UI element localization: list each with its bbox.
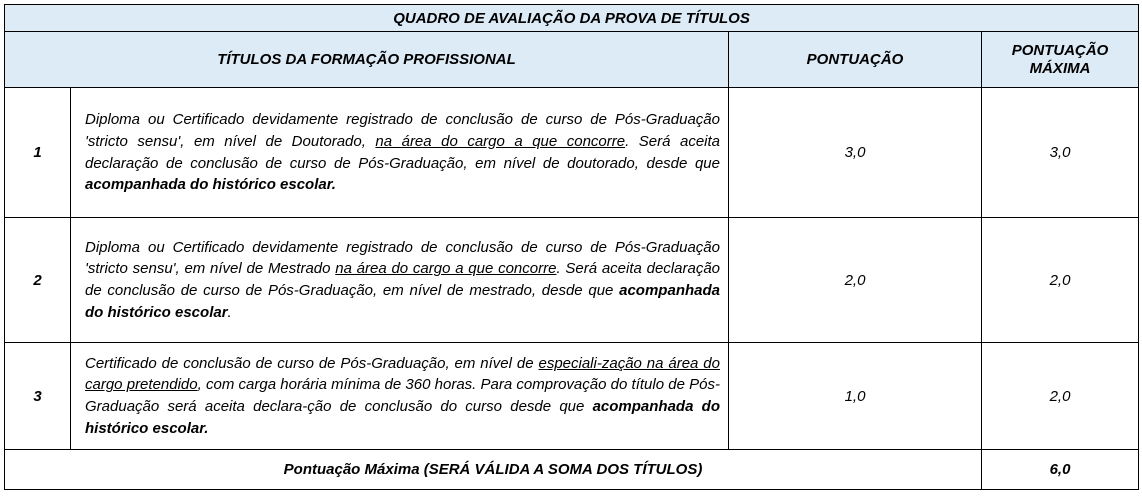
description-text: Certificado de conclusão de curso de Pós-Graduação, em nível de — [85, 354, 539, 372]
row-number: 1 — [5, 88, 71, 218]
table-row — [5, 218, 1139, 343]
row-description — [71, 218, 729, 343]
description-bold: acompanhada do histórico escolar. — [85, 176, 336, 194]
total-row — [5, 450, 1139, 490]
description-text: Diploma ou Certificado devidamente registrado de conclusão de curso de Pós-Graduação 'stricto sensu', em nível de Mestrado — [85, 238, 720, 278]
table-title: QUADRO DE AVALIAÇÃO DA PROVA DE TÍTULOS — [5, 5, 1139, 32]
description-text: . Será aceita declaração de conclusão de curso de Pós-Graduação, em nível de mestrado, desde que — [85, 260, 720, 299]
row-number: 2 — [5, 218, 71, 343]
description-underline: na área do cargo a que concorre — [375, 132, 626, 150]
description-underline: especiali-zação na área do cargo pretendido — [85, 354, 720, 394]
description-text: . Será aceita declaração de conclusão de curso de Pós-Graduação, em nível de doutorado, desde que — [85, 132, 721, 172]
header-max-score — [982, 32, 1139, 88]
row-max-score: 2,0 — [982, 343, 1139, 450]
description-underline: na área do cargo a que concorre — [335, 260, 557, 278]
description-text: , com carga horária mínima de 360 horas. Para comprovação do título de Pós-Graduação será aceita declara-ção de conclusão do curso desde que — [85, 376, 720, 415]
row-score: 2,0 — [729, 218, 982, 343]
row-description — [71, 88, 729, 218]
table-row — [5, 343, 1139, 450]
header-max-line2: MÁXIMA — [1029, 59, 1091, 77]
total-value: 6,0 — [982, 450, 1139, 490]
row-description — [71, 343, 729, 450]
header-max-line1: PONTUAÇÃO — [1011, 41, 1109, 59]
row-score: 3,0 — [729, 88, 982, 218]
description-text: . — [227, 303, 232, 321]
table-header-row — [5, 32, 1139, 88]
description-bold: acompanhada do histórico escolar — [85, 282, 720, 321]
header-titles: TÍTULOS DA FORMAÇÃO PROFISSIONAL — [5, 32, 729, 88]
header-score: PONTUAÇÃO — [729, 32, 982, 88]
titles-evaluation-table — [4, 4, 1139, 490]
description-text: Diploma ou Certificado devidamente registrado de conclusão de curso de Pós-Graduação 'stricto sensu', em nível de Doutorado, — [85, 111, 720, 150]
table-row — [5, 88, 1139, 218]
table-title-row — [5, 5, 1139, 32]
description-bold: acompanhada do histórico escolar. — [85, 398, 720, 437]
row-max-score: 2,0 — [982, 218, 1139, 343]
row-max-score: 3,0 — [982, 88, 1139, 218]
row-number: 3 — [5, 343, 71, 450]
titles-evaluation-table-container — [4, 4, 1138, 490]
row-score: 1,0 — [729, 343, 982, 450]
total-label: Pontuação Máxima (SERÁ VÁLIDA A SOMA DOS TÍTULOS) — [5, 450, 982, 490]
